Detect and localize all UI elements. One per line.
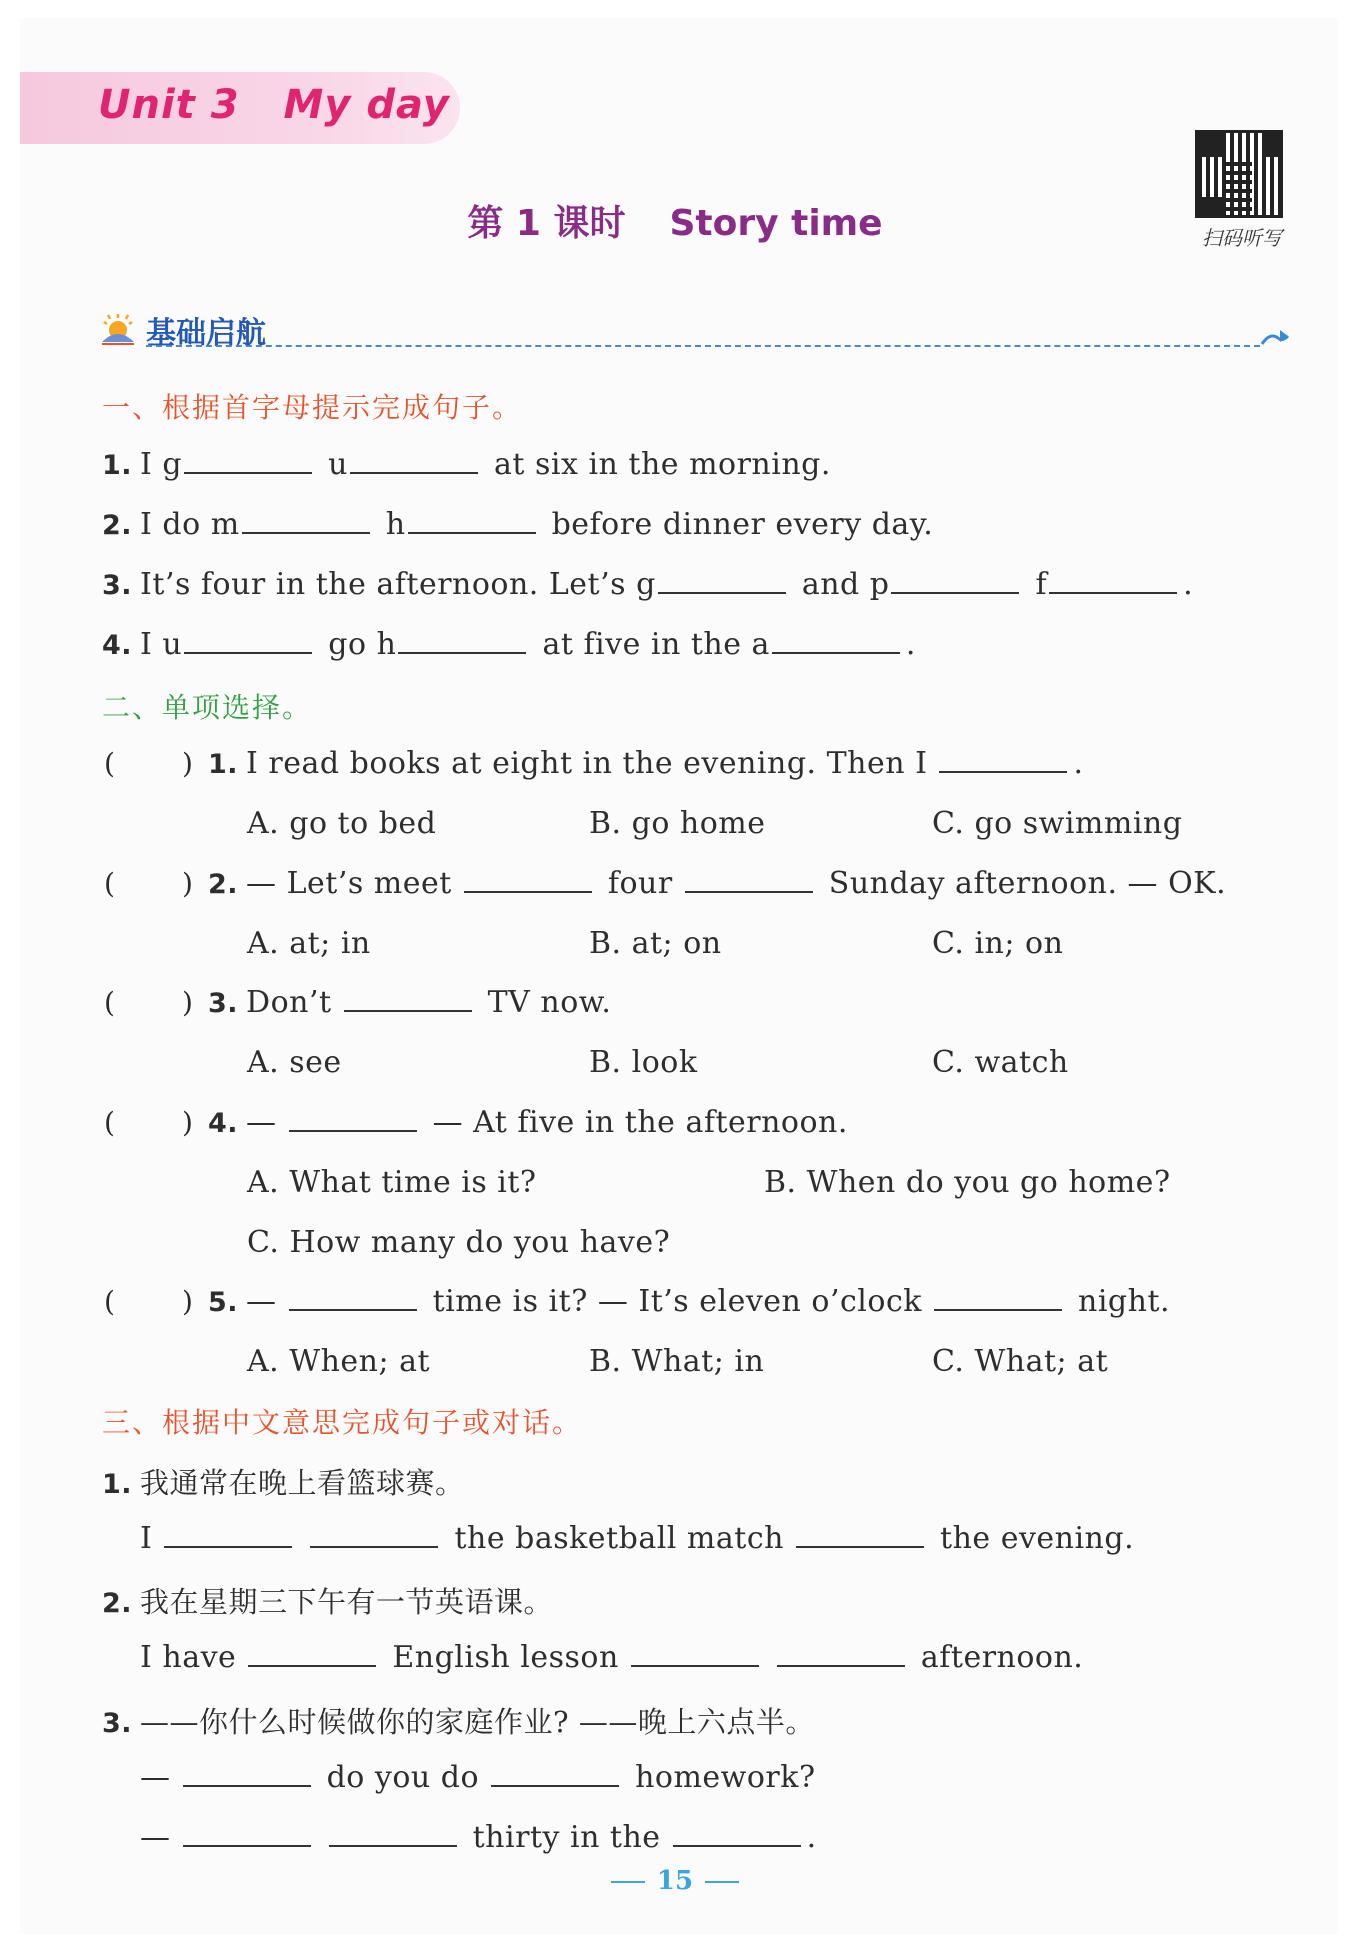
answer-blank[interactable] (310, 1524, 438, 1548)
part2-question-2 (208, 866, 1226, 901)
lesson-title (0, 195, 1350, 246)
part1-item-4 (102, 627, 916, 662)
stem-segment: night. (1067, 1284, 1171, 1319)
stem-segment: I read books at eight in the evening. Then I (246, 746, 938, 781)
section-label: 基础启航 (146, 316, 266, 351)
part2-question-1 (208, 746, 1084, 781)
answer-blank[interactable] (398, 630, 526, 654)
answer-blank[interactable] (408, 510, 536, 534)
option-a[interactable]: A. What time is it? (247, 1165, 537, 1200)
part2-question-5 (208, 1284, 1170, 1319)
text-segment: English lesson (382, 1640, 629, 1675)
answer-blank[interactable] (772, 630, 900, 654)
text-segment: I u (140, 627, 183, 662)
text-segment: go h (318, 627, 397, 662)
stem-segment: four (597, 866, 683, 901)
text-segment: the basketball match (444, 1521, 794, 1556)
answer-paren-close[interactable]: ) (182, 1106, 193, 1139)
answer-paren-open[interactable]: ( (104, 867, 115, 900)
option-b[interactable]: B. look (589, 1045, 698, 1080)
answer-blank[interactable] (183, 1823, 311, 1847)
section-divider (146, 345, 1260, 347)
text-segment: I g (140, 447, 183, 482)
answer-blank[interactable] (491, 1763, 619, 1787)
page-number: 15 (656, 1866, 694, 1896)
part3-item-3-english-2 (140, 1820, 817, 1855)
sunrise-icon (100, 312, 136, 346)
text-segment: at five in the a (532, 627, 770, 662)
item-number: 1. (102, 450, 133, 481)
answer-blank[interactable] (242, 510, 370, 534)
stem-segment: TV now. (477, 985, 612, 1020)
question-number: 1. (208, 749, 239, 780)
part1-item-3 (102, 567, 1193, 602)
text-segment: homework? (625, 1760, 816, 1795)
item-number: 2. (102, 1588, 133, 1619)
lesson-number: 第 1 课时 (467, 203, 626, 244)
answer-blank[interactable] (934, 1287, 1062, 1311)
question-number: 2. (208, 869, 239, 900)
text-segment: — (140, 1760, 181, 1795)
answer-blank[interactable] (658, 570, 786, 594)
stem-segment: — At five in the afternoon. (422, 1105, 848, 1140)
answer-blank[interactable] (631, 1643, 759, 1667)
part2-question-4 (208, 1105, 848, 1140)
question-number: 3. (208, 988, 239, 1019)
item-number: 3. (102, 570, 133, 601)
stem-segment: Sunday afternoon. — OK. (818, 866, 1227, 901)
answer-paren-close[interactable]: ) (182, 986, 193, 1019)
chinese-prompt: ——你什么时候做你的家庭作业? ——晚上六点半。 (140, 1705, 815, 1739)
text-segment: I do m (140, 507, 240, 542)
text-segment: h (375, 507, 406, 542)
answer-paren-open[interactable]: ( (104, 747, 115, 780)
footer-dash (705, 1881, 739, 1883)
answer-blank[interactable] (289, 1287, 417, 1311)
item-number: 3. (102, 1708, 133, 1739)
answer-blank[interactable] (344, 988, 472, 1012)
part1-item-2 (102, 507, 933, 542)
answer-paren-open[interactable]: ( (104, 1285, 115, 1318)
part3-item-2-english (140, 1640, 1083, 1675)
text-segment: It’s four in the afternoon. Let’s g (140, 567, 656, 602)
lesson-name: Story time (669, 203, 883, 244)
text-segment: I have (140, 1640, 247, 1675)
answer-blank[interactable] (891, 570, 1019, 594)
text-segment (765, 1640, 775, 1675)
part1-heading: 一、根据首字母提示完成句子。 (102, 391, 523, 424)
text-segment: I (140, 1521, 163, 1556)
text-segment: afternoon. (910, 1640, 1084, 1675)
unit-title (98, 82, 494, 128)
part3-heading: 三、根据中文意思完成句子或对话。 (102, 1406, 583, 1439)
wave-arrow-icon (1260, 322, 1290, 350)
answer-blank[interactable] (329, 1823, 457, 1847)
question-number: 4. (208, 1108, 239, 1139)
answer-blank[interactable] (184, 450, 312, 474)
stem-segment: . (1073, 746, 1084, 781)
text-segment: u (318, 447, 348, 482)
answer-blank[interactable] (164, 1524, 292, 1548)
section-header (100, 308, 1290, 351)
question-number: 5. (208, 1287, 239, 1318)
text-segment: before dinner every day. (541, 507, 934, 542)
unit-number: Unit 3 (98, 82, 240, 128)
text-segment: . (905, 627, 916, 662)
answer-paren-close[interactable]: ) (182, 1285, 193, 1318)
page-footer (0, 1866, 1350, 1896)
stem-segment: — (246, 1284, 287, 1319)
part3-item-3-chinese (102, 1700, 815, 1741)
option-b[interactable]: B. at; on (589, 926, 722, 961)
text-segment: at six in the morning. (484, 447, 831, 482)
text-segment: — (140, 1820, 181, 1855)
part1-item-1 (102, 447, 831, 482)
option-a[interactable]: A. see (247, 1045, 342, 1080)
option-c[interactable]: C. in; on (932, 926, 1064, 961)
text-segment: the evening. (929, 1521, 1135, 1556)
option-a[interactable]: A. at; in (247, 926, 371, 961)
option-a[interactable]: A. go to bed (247, 806, 437, 841)
text-segment: do you do (316, 1760, 490, 1795)
answer-blank[interactable] (184, 630, 312, 654)
answer-blank[interactable] (350, 450, 478, 474)
option-c[interactable]: C. What; at (932, 1344, 1109, 1379)
answer-blank[interactable] (248, 1643, 376, 1667)
text-segment: . (1183, 567, 1194, 602)
option-a[interactable]: A. When; at (247, 1344, 431, 1379)
answer-blank[interactable] (673, 1823, 801, 1847)
option-c[interactable]: C. go swimming (932, 806, 1183, 841)
option-c[interactable]: C. watch (932, 1045, 1069, 1080)
chinese-prompt: 我在星期三下午有一节英语课。 (140, 1585, 554, 1619)
text-segment: . (806, 1820, 817, 1855)
answer-blank[interactable] (796, 1524, 924, 1548)
answer-blank[interactable] (289, 1108, 417, 1132)
text-segment: thirty in the (462, 1820, 671, 1855)
answer-blank[interactable] (183, 1763, 311, 1787)
part2-heading: 二、单项选择。 (102, 691, 313, 724)
answer-blank[interactable] (685, 869, 813, 893)
option-b[interactable]: B. go home (589, 806, 766, 841)
option-c[interactable]: C. How many do you have? (247, 1225, 671, 1260)
chinese-prompt: 我通常在晚上看篮球赛。 (140, 1466, 465, 1500)
unit-name: My day (283, 82, 450, 128)
answer-paren-open[interactable]: ( (104, 986, 115, 1019)
item-number: 1. (102, 1469, 133, 1500)
text-segment (317, 1820, 327, 1855)
option-b[interactable]: B. When do you go home? (764, 1165, 1171, 1200)
answer-paren-close[interactable]: ) (182, 747, 193, 780)
stem-segment: — (246, 1105, 287, 1140)
answer-blank[interactable] (1049, 570, 1177, 594)
qr-caption: 扫码听写 (1202, 226, 1282, 250)
text-segment: f (1025, 567, 1048, 602)
part3-item-3-english-1 (140, 1760, 816, 1795)
stem-segment: — Let’s meet (246, 866, 462, 901)
text-segment (298, 1521, 308, 1556)
text-segment: and p (791, 567, 890, 602)
answer-blank[interactable] (464, 869, 592, 893)
stem-segment: Don’t (246, 985, 342, 1020)
part3-item-2-chinese (102, 1580, 553, 1621)
footer-dash (611, 1881, 645, 1883)
answer-blank[interactable] (939, 749, 1067, 773)
part3-item-1-chinese (102, 1461, 465, 1502)
answer-blank[interactable] (777, 1643, 905, 1667)
part3-item-1-english (140, 1521, 1134, 1556)
part2-question-3 (208, 985, 611, 1020)
stem-segment: time is it? — It’s eleven o’clock (422, 1284, 932, 1319)
answer-paren-open[interactable]: ( (104, 1106, 115, 1139)
item-number: 4. (102, 630, 133, 661)
answer-paren-close[interactable]: ) (182, 867, 193, 900)
option-b[interactable]: B. What; in (589, 1344, 765, 1379)
item-number: 2. (102, 510, 133, 541)
